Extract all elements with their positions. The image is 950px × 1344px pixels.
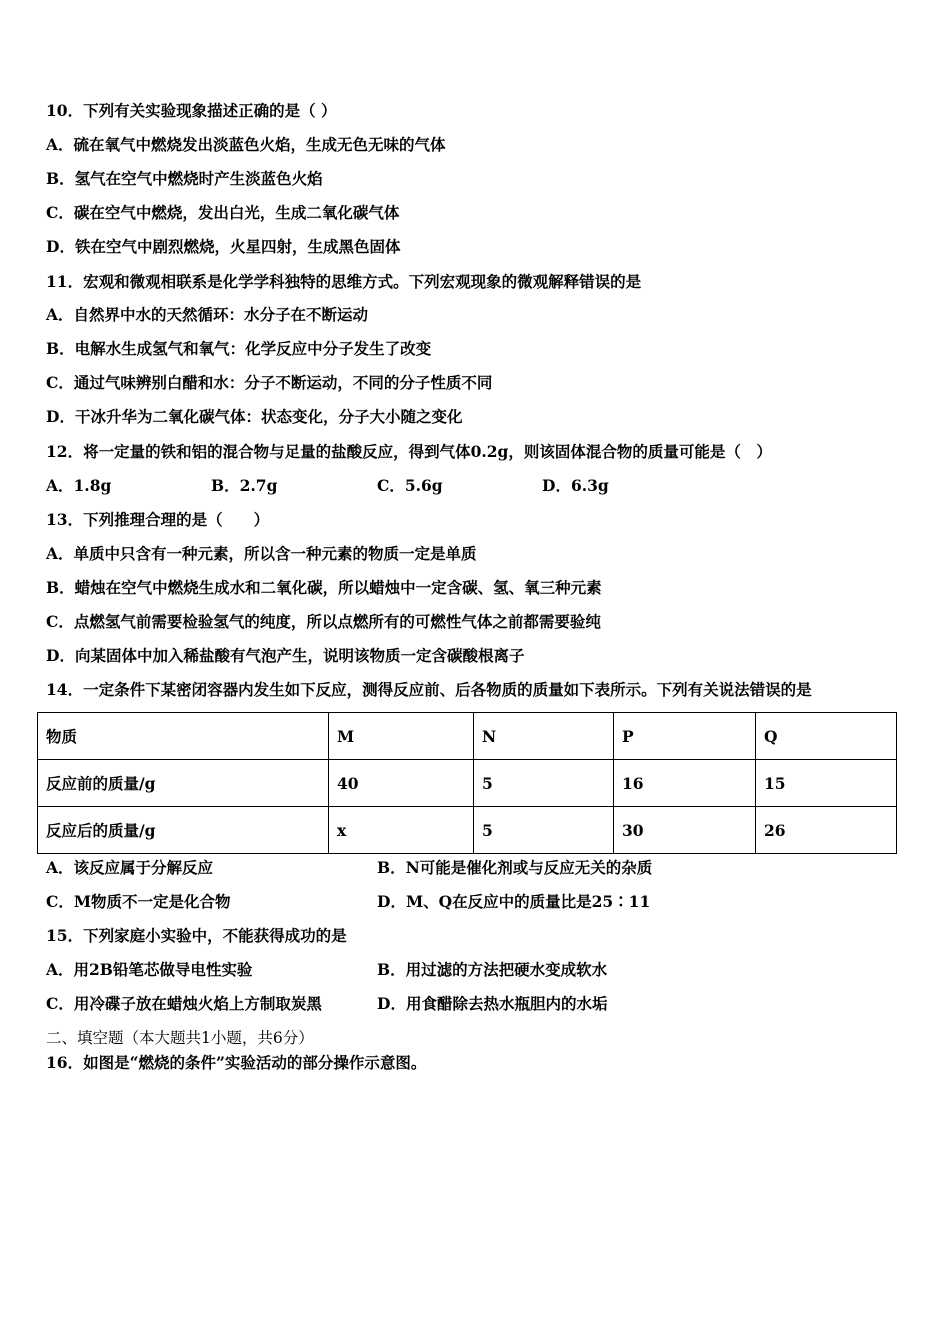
table-header-cell: N xyxy=(474,713,614,760)
q12-option-b[interactable]: B．2.7g xyxy=(211,476,278,495)
q15-option-d[interactable]: D．用食醋除去热水瓶胆内的水垢 xyxy=(377,994,608,1013)
q13-option-c[interactable]: C．点燃氢气前需要检验氢气的纯度，所以点燃所有的可燃性气体之前都需要验纯 xyxy=(46,612,601,631)
table-row xyxy=(38,760,897,807)
table-cell: 40 xyxy=(329,760,474,807)
q15-stem: 15．下列家庭小实验中，不能获得成功的是 xyxy=(46,926,347,945)
q13-option-a[interactable]: A．单质中只含有一种元素，所以含一种元素的物质一定是单质 xyxy=(46,544,477,563)
table-cell: 15 xyxy=(756,760,897,807)
q14-option-c[interactable]: C．M物质不一定是化合物 xyxy=(46,892,231,911)
table-header-cell: 物质 xyxy=(38,713,329,760)
q15-option-b[interactable]: B．用过滤的方法把硬水变成软水 xyxy=(377,960,608,979)
q13-option-d[interactable]: D．向某固体中加入稀盐酸有气泡产生，说明该物质一定含碳酸根离子 xyxy=(46,646,525,665)
table-cell: 反应后的质量/g xyxy=(38,807,329,854)
q11-stem: 11．宏观和微观相联系是化学学科独特的思维方式。下列宏观现象的微观解释错误的是 xyxy=(46,272,642,291)
table-cell: 30 xyxy=(614,807,756,854)
q14-option-a[interactable]: A．该反应属于分解反应 xyxy=(46,858,214,877)
q10-option-d[interactable]: D．铁在空气中剧烈燃烧，火星四射，生成黑色固体 xyxy=(46,237,401,256)
q12-option-c[interactable]: C．5.6g xyxy=(377,476,443,495)
q15-option-c[interactable]: C．用冷碟子放在蜡烛火焰上方制取炭黑 xyxy=(46,994,322,1013)
table-header-cell: P xyxy=(614,713,756,760)
section-heading: 二、填空题（本大题共1小题，共6分） xyxy=(46,1029,314,1047)
q14-mass-table xyxy=(37,712,897,854)
q13-stem: 13．下列推理合理的是（ ） xyxy=(46,510,270,529)
q14-option-b[interactable]: B．N可能是催化剂或与反应无关的杂质 xyxy=(377,858,653,877)
q11-option-b[interactable]: B．电解水生成氢气和氧气：化学反应中分子发生了改变 xyxy=(46,339,432,358)
q10-option-c[interactable]: C．碳在空气中燃烧，发出白光，生成二氧化碳气体 xyxy=(46,203,400,222)
q11-option-c[interactable]: C．通过气味辨别白醋和水：分子不断运动，不同的分子性质不同 xyxy=(46,373,493,392)
q10-option-a[interactable]: A．硫在氧气中燃烧发出淡蓝色火焰，生成无色无味的气体 xyxy=(46,135,446,154)
q16-stem: 16．如图是“燃烧的条件”实验活动的部分操作示意图。 xyxy=(46,1053,427,1072)
q12-stem: 12．将一定量的铁和铝的混合物与足量的盐酸反应，得到气体0.2g，则该固体混合物的质量可能是（ ） xyxy=(46,442,772,461)
q14-option-d[interactable]: D．M、Q在反应中的质量比是25∶11 xyxy=(377,892,651,911)
table-cell: 26 xyxy=(756,807,897,854)
table-row xyxy=(38,807,897,854)
q12-option-a[interactable]: A．1.8g xyxy=(46,476,112,495)
q11-option-a[interactable]: A．自然界中水的天然循环：水分子在不断运动 xyxy=(46,305,369,324)
table-header-cell: M xyxy=(329,713,474,760)
q15-option-a[interactable]: A．用2B铅笔芯做导电性实验 xyxy=(46,960,253,979)
q14-stem: 14．一定条件下某密闭容器内发生如下反应，测得反应前、后各物质的质量如下表所示。下列有关说法错误的是 xyxy=(46,680,812,699)
q13-option-b[interactable]: B．蜡烛在空气中燃烧生成水和二氧化碳，所以蜡烛中一定含碳、氢、氧三种元素 xyxy=(46,578,602,597)
table-header-cell: Q xyxy=(756,713,897,760)
q11-option-d[interactable]: D．干冰升华为二氧化碳气体：状态变化，分子大小随之变化 xyxy=(46,407,463,426)
q12-option-d[interactable]: D．6.3g xyxy=(542,476,609,495)
table-cell: 5 xyxy=(474,760,614,807)
table-cell: 16 xyxy=(614,760,756,807)
table-cell: x xyxy=(329,807,474,854)
q10-stem: 10．下列有关实验现象描述正确的是（ ） xyxy=(46,101,337,120)
table-header-row xyxy=(38,713,897,760)
table-cell: 反应前的质量/g xyxy=(38,760,329,807)
table-cell: 5 xyxy=(474,807,614,854)
q10-option-b[interactable]: B．氢气在空气中燃烧时产生淡蓝色火焰 xyxy=(46,169,323,188)
